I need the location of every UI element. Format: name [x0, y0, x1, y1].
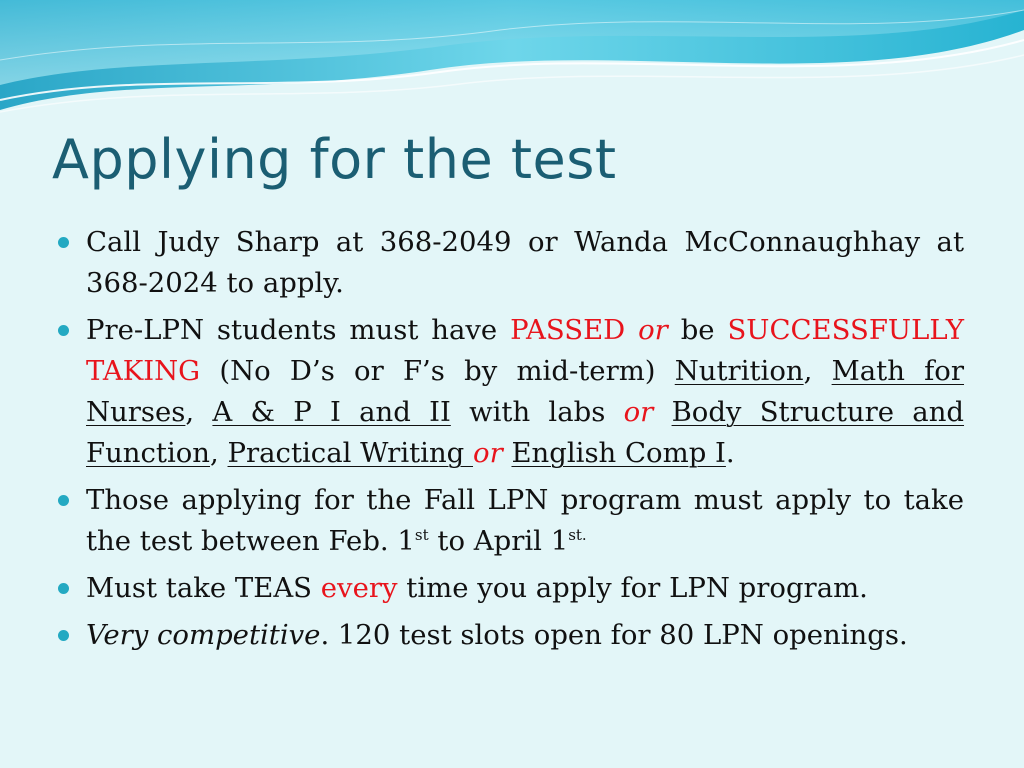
text: be: [667, 314, 728, 346]
superscript: st: [414, 525, 429, 544]
bullet-dot-icon: [58, 583, 69, 594]
text: .: [725, 437, 735, 469]
course-math-for-nurses: Math for Nurses: [86, 355, 965, 428]
text: with labs: [450, 396, 624, 428]
text: time you apply for LPN program.: [397, 572, 868, 604]
bullet-application-window: [56, 480, 964, 562]
text: ,: [185, 396, 213, 428]
bullet-dot-icon: [58, 325, 69, 336]
text: ,: [210, 437, 228, 469]
text: Pre-LPN students must have: [86, 314, 511, 346]
text: Must take TEAS: [86, 572, 321, 604]
text: (No D’s or F’s by mid-term): [200, 355, 675, 387]
or-emphasis: or: [473, 437, 503, 469]
course-body-structure: Body Structure and Function: [86, 396, 965, 469]
slide-title: Applying for the test: [52, 128, 617, 191]
bullet-prerequisites: [56, 310, 964, 474]
text: to April 1: [428, 525, 569, 557]
bullet-dot-icon: [58, 237, 69, 248]
or-emphasis: or: [623, 396, 654, 428]
course-practical-writing: Practical Writing: [227, 437, 474, 469]
bullet-teas-requirement: [56, 568, 964, 609]
text: . 120 test slots open for 80 LPN openings.: [320, 619, 908, 651]
text: ,: [803, 355, 832, 387]
passed-emphasis: PASSED: [510, 314, 626, 346]
decorative-wave-header: [0, 0, 1024, 130]
bullet-competitive: [56, 615, 964, 656]
very-competitive-emphasis: Very competitive: [86, 619, 321, 651]
superscript: st.: [568, 525, 587, 544]
bullet-list: [56, 222, 964, 662]
bullet-contact: [56, 222, 964, 304]
bullet-dot-icon: [58, 495, 69, 506]
bullet-dot-icon: [58, 630, 69, 641]
or-emphasis: or: [638, 314, 668, 346]
text: [653, 396, 671, 428]
bullet-text: Call Judy Sharp at 368-2049 or Wanda McConnaughhay at 368-2024 to apply.: [86, 226, 964, 299]
course-english-comp: English Comp I: [511, 437, 726, 469]
text: Those applying for the Fall LPN program must apply to take the test between Feb. 1: [86, 484, 964, 557]
every-emphasis: every: [320, 572, 398, 604]
course-nutrition: Nutrition: [674, 355, 804, 387]
course-anatomy-physiology: A & P I and II: [212, 396, 451, 428]
successfully-taking-emphasis: SUCCESSFULLY TAKING: [86, 314, 964, 387]
